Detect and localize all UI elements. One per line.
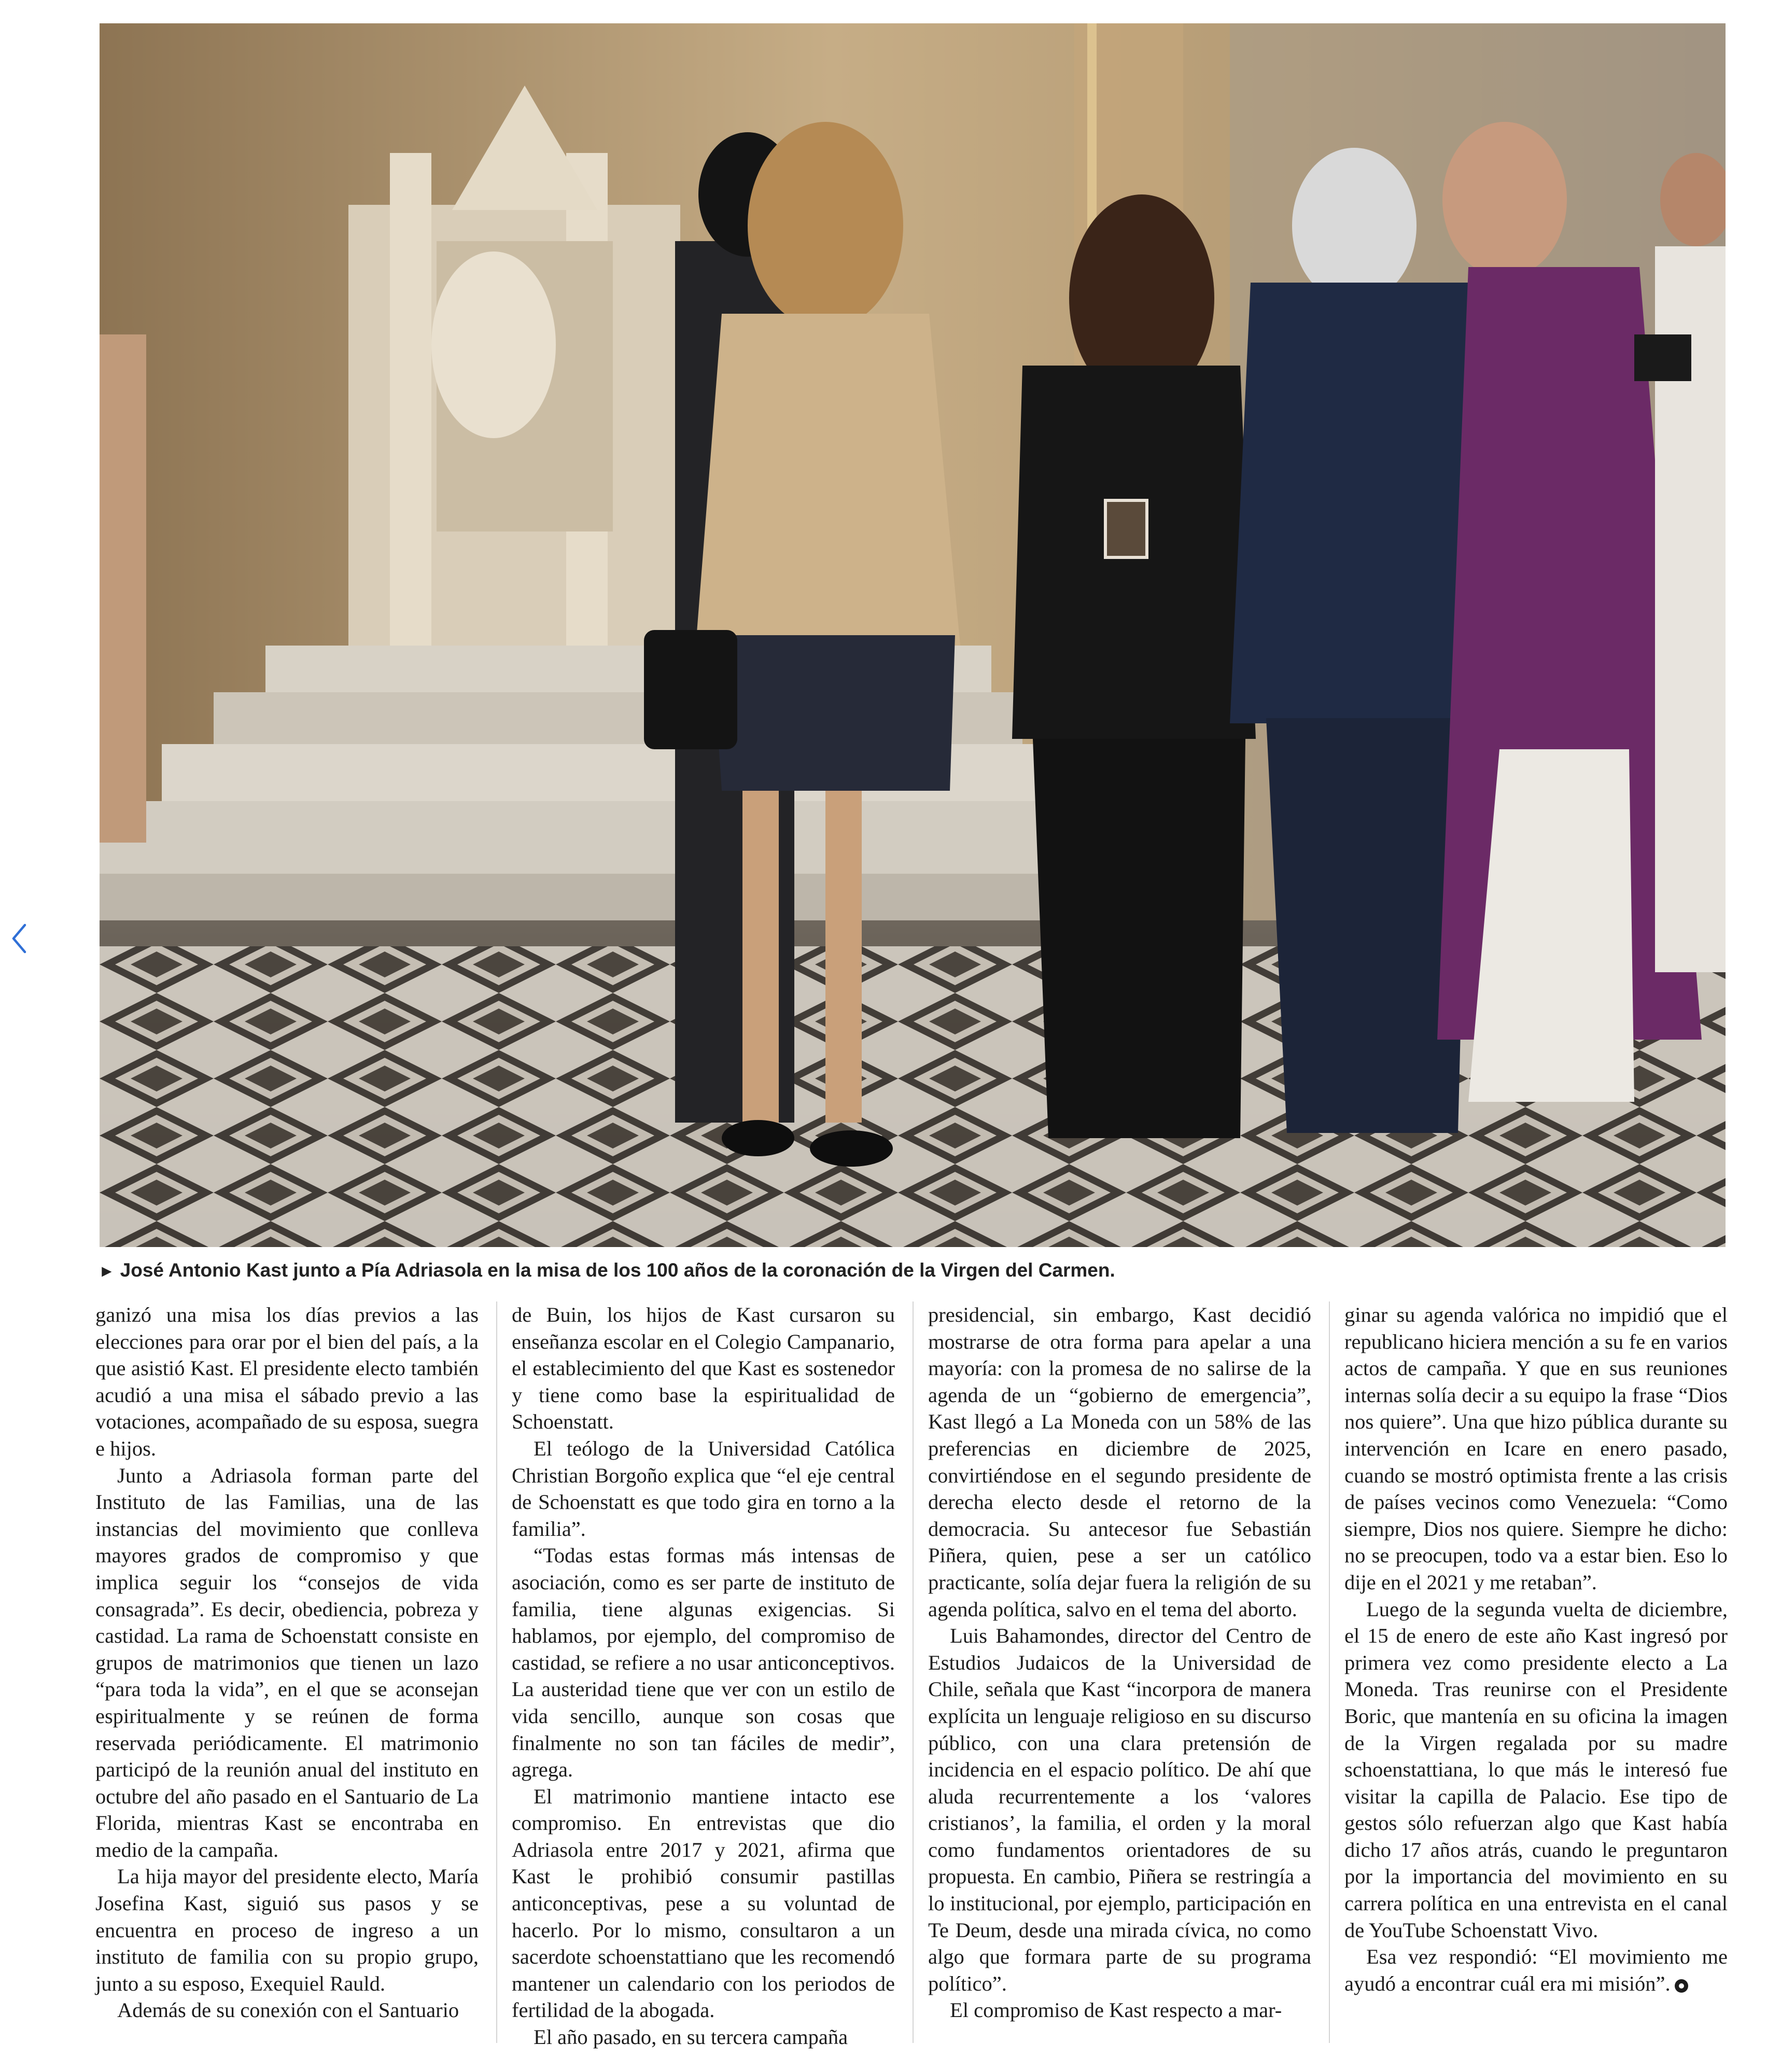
article-photo [100,23,1726,1247]
paragraph: Luego de la segunda vuelta de diciembre, el 15 de enero de este año Kast ingresó por primera vez como presidente electo a La Moneda. Tras reunirse con el Presidente Boric, que mantenía en su oficina la imagen de la Virgen regalada por su madre schoenstattiana, lo que más le interesó fue visitar la capilla de Palacio. Ese tipo de gestos sólo refuerzan algo que Kast había dicho 17 años atrás, cuando le preguntaron por la importancia del movimiento en su carrera política en una entrevista en el canal de YouTube Schoenstatt Vivo. [1344,1597,1728,1942]
photo-illustration [100,23,1726,1247]
paragraph: Además de su conexión con el Santuario [117,1998,459,2022]
caption-text: José Antonio Kast junto a Pía Adriasola en la misa de los 100 años de la coronación de la Virgen del Carmen. [120,1259,1115,1281]
chevron-left-icon [9,922,30,955]
paragraph: El compromiso de Kast respecto a mar- [950,1998,1282,2022]
paragraph: presidencial, sin embargo, Kast decidió mostrarse de otra forma para apelar a una mayoría: con la promesa de no salirse de la agenda de un “gobierno de emergencia”, Kast llegó a La Moneda con un 58% de las preferencias en diciembre de 2025, convirtiéndose en el segundo presidente de derecha electo desde el retorno de la democracia. Su antecesor fue Sebastián Piñera, quien, pese a ser un católico practicante, solía dejar fuera la religión de su agenda política, salvo en el tema del aborto. [928,1303,1311,1621]
paragraph: “Todas estas formas más intensas de asociación, como es ser parte de instituto de familia, tiene algunas exigencias. Si hablamos, por ejemplo, del compromiso de castidad, se refiere a no usar anticonceptivos. La austeridad tiene que ver con un estilo de vida sencillo, aunque son cosas que finalmente no son tan fáciles de medir”, agrega. [512,1544,895,1782]
photo-caption [99,1254,1727,1287]
paragraph-final [1344,1943,1728,1997]
caption-marker: ► [99,1262,115,1280]
paragraph: El teólogo de la Universidad Católica Christian Borgoño explica que “el eje central de Schoenstatt es que todo gira en torno a la familia”. [512,1436,895,1541]
paragraph: ganizó una misa los días previos a las elecciones para orar por el bien del país, a la que asistió Kast. El presidente electo también acudió a una misa el sábado previo a las votaciones, acompañado de su esposa, suegra e hijos. [95,1303,479,1460]
paragraph: de Buin, los hijos de Kast cursaron su enseñanza escolar en el Colegio Campanario, el establecimiento del que Kast es sostenedor y tiene como base la espiritualidad de Schoenstatt. [512,1303,895,1434]
article-column-1 [95,1301,479,2043]
article-column-4 [1329,1301,1728,2043]
paragraph: La hija mayor del presidente electo, María Josefina Kast, siguió sus pasos y se encuentra en proceso de ingreso a un instituto de familia con su propio grupo, junto a su esposo, Exequiel Rauld. [95,1865,479,1995]
paragraph: ginar su agenda valórica no impidió que el republicano hiciera mención a su fe en varios actos de campaña. Y que en sus reuniones internas solía decir a su equipo la frase “Dios nos quiere”. Una que hizo pública durante su intervención en Icare en enero pasado, cuando se mostró optimista frente a las crisis de países vecinos como Venezuela: “Como siempre, Dios nos quiere. Siempre he dicho: no se preocupen, todo va a estar bien. Eso lo dije en el 2021 y me retaban”. [1344,1303,1728,1594]
previous-page-button[interactable] [7,918,32,959]
end-of-article-icon [1675,1979,1688,1993]
article-column-3 [913,1301,1311,2043]
article-column-2 [496,1301,895,2049]
paragraph-text: Esa vez respondió: “El movimiento me ayudó a encontrar cuál era mi misión”. [1344,1945,1728,1995]
article-body [95,1301,1728,2049]
paragraph: El matrimonio mantiene intacto ese compromiso. En entrevistas que dio Adriasola entre 2017 y 2021, afirma que Kast le prohibió consumir pastillas anticonceptivas, pese a su voluntad de hacerlo. Por lo mismo, consultaron a un sacerdote schoenstattiano que les recomendó mantener un calendario con los periodos de fertilidad de la abogada. [512,1784,895,2022]
paragraph: Luis Bahamondes, director del Centro de Estudios Judaicos de la Universidad de Chile, señala que Kast “incorpora de manera explícita un lenguaje religioso en su discurso público, con una clara pretensión de incidencia en el espacio político. De ahí que aluda recurrentemente a los ‘valores cristianos’, la familia, el orden y la moral como fundamentos orientadores de su propuesta. En cambio, Piñera se restringía a lo institucional, por ejemplo, participación en Te Deum, desde una mirada cívica, no como algo que formara parte de su programa político”. [928,1624,1311,1995]
paragraph: Junto a Adriasola forman parte del Instituto de las Familias, una de las instancias del movimiento que conlleva mayores grados de compromiso y que implica seguir los “consejos de vida consagrada”. Es decir, obediencia, pobreza y castidad. La rama de Schoenstatt consiste en grupos de matrimonios que tienen un lazo “para toda la vida”, en el que se aconsejan espiritualmente y se reúnen de forma reservada periódicamente. El matrimonio participó de la reunión anual del instituto en octubre del año pasado en el Santuario de La Florida, mientras Kast se encontraba en medio de la campaña. [95,1463,479,1861]
paragraph: El año pasado, en su tercera campaña [534,2025,848,2049]
